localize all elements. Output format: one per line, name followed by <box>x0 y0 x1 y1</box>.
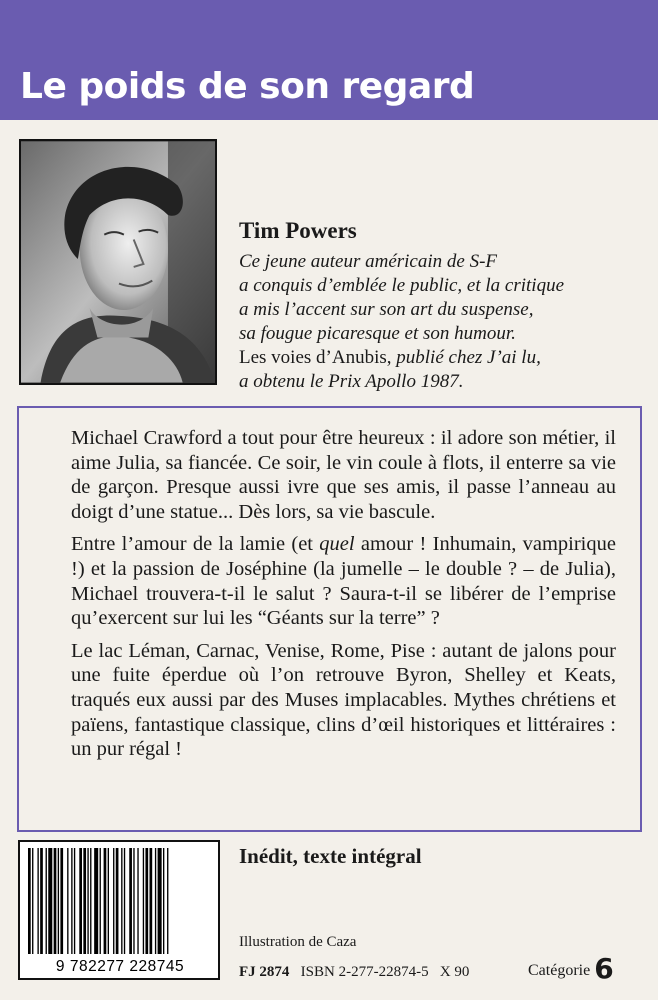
bio-line: a obtenu le Prix Apollo 1987. <box>239 371 464 392</box>
barcode-bar <box>54 848 57 954</box>
synopsis-box <box>17 406 642 832</box>
inedit-label: Inédit, texte intégral <box>239 844 422 868</box>
author-portrait-image <box>21 141 215 383</box>
illustration-credit: Illustration de Caza <box>239 934 357 950</box>
barcode-bar <box>40 848 43 954</box>
barcode-bar <box>87 848 88 954</box>
barcode-digits: 9 782277 228745 <box>55 958 185 975</box>
book-title: Le poids de son regard <box>20 66 475 107</box>
bio-line: Ce jeune auteur américain de S-F <box>239 251 498 272</box>
category-number: 6 <box>594 952 614 985</box>
barcode-bar <box>79 848 82 954</box>
price-code: X 90 <box>439 964 470 980</box>
barcode <box>18 840 220 980</box>
barcode-bar <box>28 848 31 954</box>
barcode-bar <box>58 848 59 954</box>
barcode-bar <box>121 848 122 954</box>
barcode-bar <box>48 848 52 954</box>
barcode-bar <box>104 848 107 954</box>
bio-book-title: Les voies d’Anubis, <box>239 347 392 368</box>
barcode-bar <box>124 848 125 954</box>
barcode-bar <box>37 848 38 954</box>
barcode-bar <box>143 848 144 954</box>
bio-publisher: publié chez J’ai lu, <box>391 347 541 368</box>
barcode-bar <box>116 848 119 954</box>
bio-line <box>239 346 649 370</box>
synopsis-italic: quel <box>319 533 355 556</box>
barcode-bar <box>129 848 132 954</box>
barcode-bar <box>83 848 86 954</box>
barcode-bars <box>28 848 214 954</box>
fj-code: FJ 2874 <box>239 964 290 980</box>
barcode-bar <box>94 848 98 954</box>
barcode-bar <box>150 848 153 954</box>
bio-line: a mis l’accent sur son art du suspense, <box>239 299 534 320</box>
author-photo <box>19 139 217 385</box>
synopsis-paragraph: Le lac Léman, Carnac, Venise, Rome, Pise : autant de jalons pour une fuite éperdue où l’on retrouve Byron, Shelley et Keats, traqués eux aussi par des Muses implacables. Mythes chrétiens et païens, fantastique classique, clins d’œil historiques et littéraires : un pur régal ! <box>71 639 616 761</box>
author-block <box>239 218 649 394</box>
bio-line: a conquis d’emblée le public, et la critique <box>239 275 565 296</box>
barcode-bar <box>71 848 72 954</box>
barcode-bar <box>137 848 138 954</box>
synopsis-paragraph: Michael Crawford a tout pour être heureux : il adore son métier, il aime Julia, sa fiancée. Ce soir, le vin coule à flots, il enterre sa vie de garçon. Presque aussi ivre que ses amis, il passe l’anneau au doigt d’une statue... Dès lors, sa vie bascule. <box>71 427 616 523</box>
barcode-bar <box>167 848 168 954</box>
code-line <box>239 964 469 981</box>
bio-line: sa fougue picaresque et son humour. <box>239 323 516 344</box>
author-name: Tim Powers <box>239 218 357 243</box>
barcode-bar <box>133 848 134 954</box>
synopsis-text: Entre l’amour de la lamie (et <box>71 533 320 556</box>
synopsis-text: amour ! Inhumain, vampirique !) et la passion de Joséphine (la jumelle – le double ? – de Julia), Michael trouvera-t-il le salut ? Saura-t-il se libérer de l’emprise qu’exercent sur lui les “Géants sur la terre” ? <box>71 533 616 630</box>
barcode-bar <box>32 848 33 954</box>
barcode-bar <box>108 848 109 954</box>
barcode-bar <box>60 848 63 954</box>
category <box>528 952 614 985</box>
barcode-bar <box>46 848 47 954</box>
barcode-bar <box>158 848 162 954</box>
barcode-bar <box>145 848 148 954</box>
barcode-bar <box>90 848 91 954</box>
isbn: ISBN 2-277-22874-5 <box>300 964 429 980</box>
barcode-bar <box>67 848 68 954</box>
barcode-bar <box>113 848 114 954</box>
barcode-bar <box>100 848 101 954</box>
barcode-bar <box>163 848 164 954</box>
category-label: Catégorie <box>528 962 591 979</box>
author-bio <box>239 250 649 394</box>
barcode-bar <box>74 848 75 954</box>
synopsis-paragraph <box>71 532 616 630</box>
barcode-bar <box>155 848 156 954</box>
